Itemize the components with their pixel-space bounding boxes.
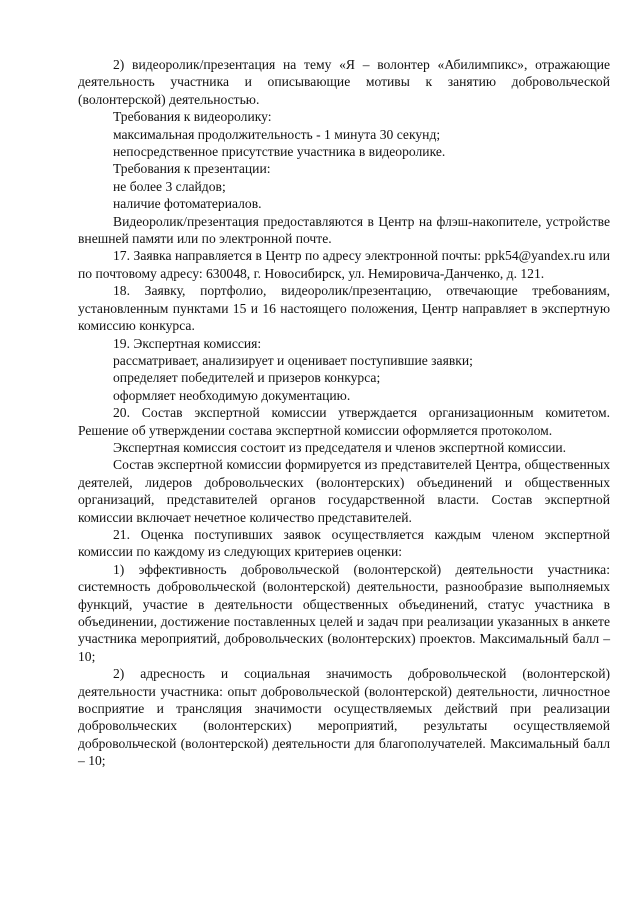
paragraph-20-commission-composition: 20. Состав экспертной комиссии утверждается организационным комитетом. Решение об утверждении состава экспертной комиссии оформляется протоколом. (78, 405, 610, 438)
paragraph-19-commission-heading: 19. Экспертная комиссия: (113, 335, 262, 351)
paragraph-21-evaluation: 21. Оценка поступивших заявок осуществляется каждым членом экспертной комиссии по каждому из следующих критериев оценки: (78, 526, 610, 560)
paragraph-submission-media: Видеоролик/презентация предоставляются в Центр на флэш-накопителе, устройстве внешней памяти или по электронной почте. (78, 213, 610, 247)
paragraph-18-forwarding: 18. Заявку, портфолио, видеоролик/презентацию, отвечающие требованиям, установленным пунктами 15 и 16 настоящего положения, Центр направляет в экспертную комиссию конкурса. (78, 283, 610, 334)
paragraph-commission-members: Экспертная комиссия состоит из председателя и членов экспертной комиссии. (113, 439, 567, 455)
paragraph-commission-documents: оформляет необходимую документацию. (113, 387, 351, 403)
paragraph-presentation-slides: не более 3 слайдов; (113, 178, 226, 194)
paragraph-commission-determines: определяет победителей и призеров конкурса; (113, 370, 381, 386)
paragraph-commission-reviews: рассматривает, анализирует и оценивает поступившие заявки; (113, 352, 473, 368)
paragraph-presentation-requirements-heading: Требования к презентации: (113, 161, 271, 177)
paragraph-presentation-photos: наличие фотоматериалов. (113, 196, 262, 212)
paragraph-criterion-1: 1) эффективность добровольческой (волонтерской) деятельности участника: системность добровольческой (волонтерской) деятельности, разнообразие выполняемых функций, участие в деятельности общественных объединений, статус участника в объединении, достижение поставленных целей и задач при реализации указанных в анкете участника мероприятий, добровольческих (волонтерских) проектов. Максимальный балл – 10; (78, 561, 610, 664)
paragraph-commission-formation: Состав экспертной комиссии формируется из представителей Центра, общественных деятелей, лидеров добровольческих (волонтерских) объединений и общественных организаций, представителей органов государственной власти. Состав экспертной комиссии включает нечетное количество представителей. (78, 457, 610, 525)
paragraph-video-presence: непосредственное присутствие участника в видеоролике. (113, 144, 446, 160)
paragraph-17-application-address: 17. Заявка направляется в Центр по адресу электронной почты: ppk54@yandex.ru или по почтовому адресу: 630048, г. Новосибирск, ул. Немировича-Данченко, д. 121. (78, 248, 610, 281)
paragraph-video-requirements-heading: Требования к видеоролику: (113, 109, 272, 125)
paragraph-video-duration: максимальная продолжительность - 1 минута 30 секунд; (113, 126, 441, 142)
paragraph-video-topic: 2) видеоролик/презентация на тему «Я – волонтер «Абилимпикс», отражающие деятельность участника и описывающие мотивы к занятию добровольческой (волонтерской) деятельностью. (78, 57, 610, 107)
paragraph-criterion-2: 2) адресность и социальная значимость добровольческой (волонтерской) деятельности участника: опыт добровольческой (волонтерской) деятельности, личностное восприятие и трансляция значимости осуществляемых действий при реализации добровольческих (волонтерских) мероприятий, результаты осуществляемой добровольческой (волонтерской) деятельности для благополучателей. Максимальный балл – 10; (78, 666, 610, 769)
